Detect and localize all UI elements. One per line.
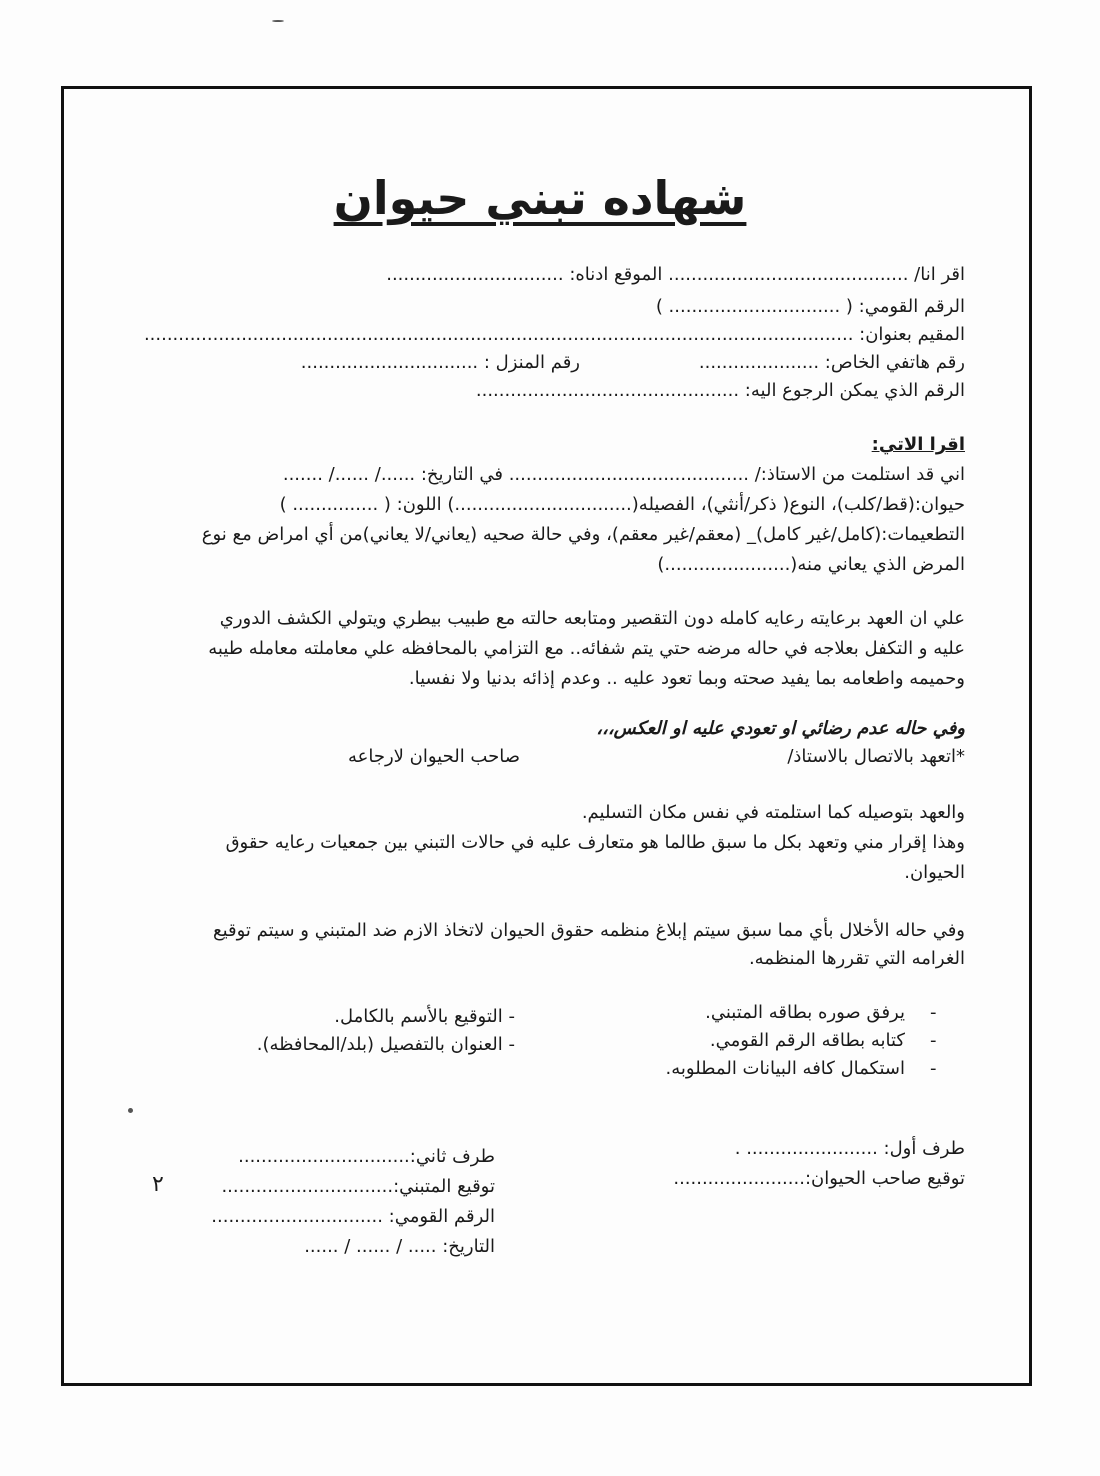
- commitment-line: علي ان العهد برعايته رعايه كامله دون التقصير ومتابعه حالته مع طبيب بيطري ويتولي الكشف الدوري: [219, 608, 965, 629]
- margin-mark: ٢: [152, 1172, 164, 1197]
- acknowledgement-line: التطعيمات:(كامل/غير كامل)_ (معقم/غير معقم)، وفي حالة صحيه (يعاني/لا يعاني)من أي امراض مع نوع: [201, 524, 965, 545]
- acknowledgement-line: المرض الذي يعاني منه(......................): [657, 554, 965, 575]
- first-party-line: طرف أول: ....................... .: [734, 1138, 965, 1159]
- contact-line-right: *اتعهد بالاتصال بالاستاذ/: [787, 746, 965, 767]
- return-line: الحيوان.: [904, 862, 965, 883]
- second-party-line: طرف ثاني:..............................: [238, 1146, 495, 1167]
- return-line: وهذا إقرار مني وتعهد بكل ما سبق طالما هو متعارف عليه في حالات التبني بين جمعيات رعايه حقوق: [225, 832, 965, 853]
- first-party-signature-line: توقيع صاحب الحيوان:.......................: [673, 1168, 965, 1189]
- list-bullet: -: [930, 1002, 937, 1023]
- field-name: اقر انا/ .......................................... الموقع ادناه: ...............................: [386, 264, 965, 285]
- list-bullet: -: [930, 1030, 937, 1051]
- document-title: شهاده تبني حيوان: [333, 171, 747, 225]
- field-address: المقيم بعنوان: ............................................................................................................................: [143, 324, 965, 345]
- commitment-line: وحميمه واطعامه بما يفيد صحته وبما تعود عليه .. وعدم إذائه بدنيا ولا نفسيا.: [408, 668, 965, 689]
- field-mobile: رقم هاتفي الخاص: .....................: [698, 352, 965, 373]
- list-bullet: -: [930, 1058, 937, 1079]
- requirement-item: - التوقيع بالأسم بالكامل.: [334, 1006, 515, 1027]
- penalty-line: الغرامه التي تقررها المنظمه.: [748, 948, 965, 969]
- requirement-item: استكمال كافه البيانات المطلوبه.: [665, 1058, 905, 1079]
- requirement-item: يرفق صوره بطاقه المتبني.: [705, 1002, 905, 1023]
- field-alt-phone: الرقم الذي يمكن الرجوع اليه: ..............................................: [475, 380, 965, 401]
- scan-speck: [128, 1108, 133, 1113]
- acknowledgement-line: اني قد استلمت من الاستاذ:/ .......................................... في التاريخ: ....../ ....../ .......: [282, 464, 965, 485]
- case-heading: وفي حاله عدم رضائي او تعودي عليه او العكس،،،: [596, 718, 965, 739]
- acknowledgement-heading: اقرا الاتي:: [871, 434, 965, 455]
- acknowledgement-line: حيوان:(قط/كلب)، النوع( ذكر/أنثي)، الفصيله(...............................) اللون: ( ............... ): [279, 494, 965, 515]
- return-line: والعهد بتوصيله كما استلمته في نفس مكان التسليم.: [581, 802, 965, 823]
- second-party-national-id: الرقم القومي: ..............................: [211, 1206, 495, 1227]
- scan-speck: [272, 20, 284, 22]
- penalty-line: وفي حاله الأخلال بأي مما سبق سيتم إبلاغ منظمه حقوق الحيوان لاتخاذ الازم ضد المتبني و سيتم توقيع: [213, 920, 965, 941]
- requirement-item: كتابه بطاقه الرقم القومي.: [709, 1030, 905, 1051]
- second-party-date: التاريخ: ..... / ...... / ......: [304, 1236, 495, 1257]
- commitment-line: عليه و التكفل بعلاجه في حاله مرضه حتي يتم شفائه.. مع التزامي بالمحافظه علي معاملته معامله طيبه: [208, 638, 965, 659]
- field-home-phone: رقم المنزل : ...............................: [300, 352, 580, 373]
- contact-line-left: صاحب الحيوان لارجاعه: [347, 746, 520, 767]
- requirement-item: - العنوان بالتفصيل (بلد/المحافظه).: [256, 1034, 515, 1055]
- field-national-id: الرقم القومي: ( .............................. ): [655, 296, 965, 317]
- second-party-signature-line: توقيع المتبني:..............................: [221, 1176, 495, 1197]
